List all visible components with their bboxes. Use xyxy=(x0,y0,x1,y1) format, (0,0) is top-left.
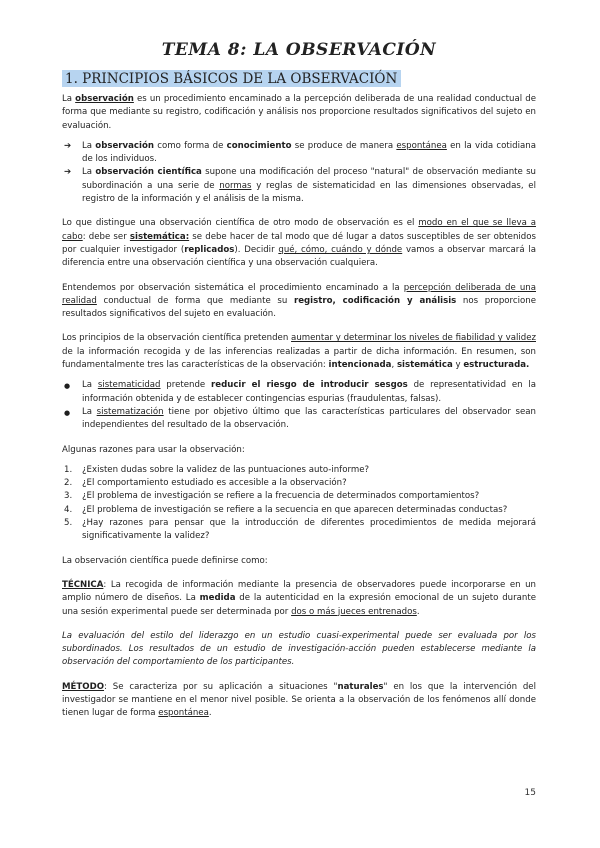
list-item xyxy=(62,406,536,433)
document-page xyxy=(62,40,536,721)
text-run: conductual de forma que mediante su xyxy=(96,295,294,306)
text-run: ¿Existen dudas sobre la validez de las puntuaciones auto-informe? xyxy=(82,464,370,475)
text-run: es un procedimiento encaminado a la percepción deliberada de una realidad conductual de forma que mediante su registro, codificación y análisis nos proporcione resultados significativos del sujeto en evaluación. xyxy=(62,94,536,131)
list-item xyxy=(62,490,536,503)
text-run: La xyxy=(82,406,97,417)
list-item xyxy=(62,504,536,517)
arrow-icon: ➔ xyxy=(64,167,72,178)
numbered-list xyxy=(62,464,536,544)
text-run: La xyxy=(62,94,76,104)
text-run: La xyxy=(82,380,98,391)
list-number: 1. xyxy=(64,464,73,475)
text-run: espontánea xyxy=(158,708,209,719)
text-run: naturales xyxy=(337,681,384,692)
text-run: : debe ser xyxy=(82,231,130,242)
text-run: tiene por objetivo último que las características particulares del observador sean independientes del resultado de la observación. xyxy=(82,406,536,431)
list-number: 4. xyxy=(64,504,73,515)
text-run: La xyxy=(82,167,96,178)
example-paragraph xyxy=(62,630,536,670)
text-run: se debe hacer de tal modo que dé lugar a datos susceptibles de ser obtenidos por cualquier investigador ( xyxy=(62,231,536,255)
text-run: de representatividad en la información obtenida y de establecer contingencias espurias (fraudulentas, falsas). xyxy=(82,380,536,404)
text-run: , xyxy=(391,360,397,371)
text-run: : La recogida de información mediante la presencia de observadores puede incorporarse en un amplio número de diseños. La xyxy=(62,579,536,604)
principles-paragraph xyxy=(62,332,536,372)
text-run: modo en el que se lleva a cabo xyxy=(62,218,536,242)
text-run: como forma de xyxy=(154,140,227,151)
list-item xyxy=(62,379,536,406)
distinction-paragraph xyxy=(62,217,536,270)
text-run: replicados xyxy=(184,244,235,255)
arrow-list xyxy=(62,140,536,206)
text-run: La xyxy=(82,140,96,151)
intro-paragraph xyxy=(62,93,536,133)
text-run: conocimiento xyxy=(226,140,292,151)
text-run: intencionada xyxy=(328,360,392,371)
systematic-paragraph xyxy=(62,282,536,322)
text-run: . xyxy=(208,708,212,719)
list-item xyxy=(62,166,536,206)
text-run: nos proporcione resultados significativos del sujeto en evaluación. xyxy=(62,295,536,320)
text-run: ¿Hay razones para pensar que la introducción de diferentes procedimientos de medida mejorará significativamente la validez? xyxy=(82,518,536,542)
text-run: sistematicidad xyxy=(97,380,161,391)
text-run: percepción deliberada de una realidad xyxy=(62,282,536,306)
text-run: aumentar y determinar los niveles de fiabilidad y validez xyxy=(291,333,536,344)
text-run: Lo que distingue una observación científica de otro modo de observación es el xyxy=(62,218,419,229)
text-run: sistemática xyxy=(396,360,453,371)
text-run: observación xyxy=(75,94,134,104)
text-run: ¿El problema de investigación se refiere a la secuencia en que aparecen determinadas conductas? xyxy=(82,504,508,515)
section-heading: 1. PRINCIPIOS BÁSICOS DE LA OBSERVACIÓN xyxy=(62,70,401,87)
bullet-icon: ● xyxy=(64,382,71,391)
text-run: ). Decidir xyxy=(234,244,279,255)
text-run: de la información recogida y de las inferencias realizadas a partir de dicha información. En resumen, son fundamentalmente tres las características de la observación: xyxy=(62,346,536,371)
definition-intro: La observación científica puede definirse como: xyxy=(62,555,268,566)
text-run: ¿El comportamiento estudiado es accesible a la observación? xyxy=(82,478,347,489)
text-run: normas xyxy=(219,180,252,191)
text-run: y reglas de sistematicidad en las dimensiones observadas, el registro de la información y el análisis de la misma. xyxy=(82,180,536,205)
method-paragraph xyxy=(62,681,536,721)
text-run: y xyxy=(452,360,464,371)
text-run: observación xyxy=(95,140,154,151)
text-run: qué, cómo, cuándo y dónde xyxy=(278,244,403,255)
list-number: 3. xyxy=(64,491,73,502)
page-number: 15 xyxy=(524,788,536,798)
text-run: pretende xyxy=(160,380,211,391)
text-run: observación científica xyxy=(95,167,202,178)
text-run: estructurada. xyxy=(463,360,530,371)
text-run: registro, codificación y análisis xyxy=(293,295,457,306)
list-item xyxy=(62,464,536,477)
text-run: : Se caracteriza por su aplicación a situaciones " xyxy=(104,681,338,692)
text-run: se produce de manera xyxy=(291,140,397,151)
technique-paragraph xyxy=(62,579,536,619)
text-run: MÉTODO xyxy=(62,681,105,692)
page-title: TEMA 8: LA OBSERVACIÓN xyxy=(161,40,437,60)
text-run: en la vida cotidiana de los individuos. xyxy=(82,140,536,165)
text-run: Los principios de la observación científica pretenden xyxy=(62,333,292,344)
arrow-icon: ➔ xyxy=(64,140,72,151)
text-run: supone una modificación del proceso "natural" de observación mediante su subordinación a una serie de xyxy=(82,167,536,191)
bullet-list xyxy=(62,379,536,432)
text-run: Entendemos por observación sistemática el procedimiento encaminado a la xyxy=(62,282,404,293)
text-run: espontánea xyxy=(396,140,447,151)
text-run: ¿El problema de investigación se refiere a la frecuencia de determinados comportamientos? xyxy=(82,491,480,502)
text-run: sistematización xyxy=(96,406,164,417)
text-run: " en los que la intervención del investigador se mantiene en el menor nivel posible. Se orienta a la observación de los fenómenos allí donde tienen lugar de forma xyxy=(62,681,536,719)
text-run: La evaluación del estilo del liderazgo en un estudio cuasi-experimental puede ser evaluada por los subordinados. Los resultados de un estudio de investigación-acción pueden establecerse mediante la observación del comportamiento de los participantes. xyxy=(62,630,536,668)
text-run: medida xyxy=(199,593,236,604)
list-number: 2. xyxy=(64,478,73,489)
text-run: dos o más jueces entrenados xyxy=(291,606,417,617)
list-item xyxy=(62,140,536,167)
text-run: . xyxy=(416,606,420,617)
list-number: 5. xyxy=(64,518,73,529)
list-item xyxy=(62,477,536,490)
text-run: de la autenticidad en la expresión emocional de un sujeto durante una sesión experimental puede ser determinada por xyxy=(62,593,536,617)
bullet-icon: ● xyxy=(64,408,71,417)
text-run: sistemática: xyxy=(129,231,190,242)
text-run: vamos a observar marcará la diferencia entre una observación científica y una observación cualquiera. xyxy=(62,244,536,269)
reasons-intro: Algunas razones para usar la observación: xyxy=(62,444,245,455)
text-run: reducir el riesgo de introducir sesgos xyxy=(211,380,408,391)
list-item xyxy=(62,517,536,544)
text-run: TÉCNICA xyxy=(62,579,104,590)
